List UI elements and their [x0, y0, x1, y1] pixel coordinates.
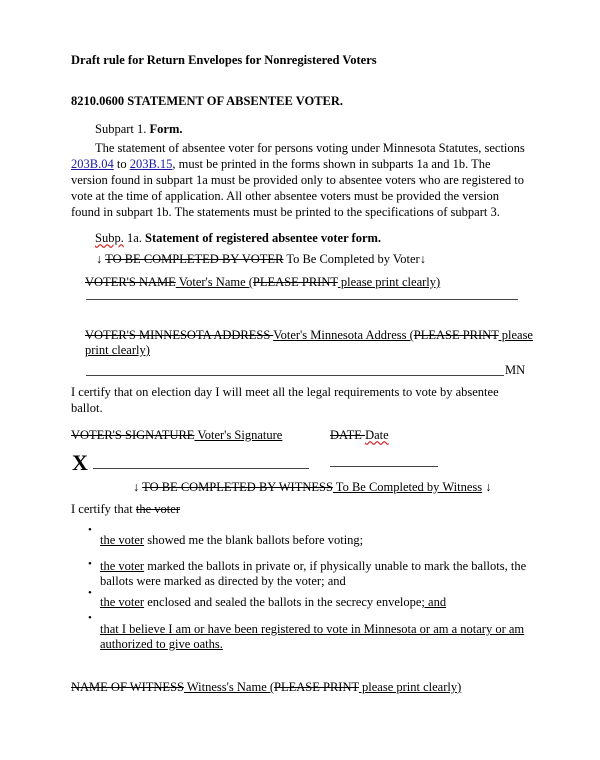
subpart-1a-title: Statement of registered absentee voter form. — [145, 231, 382, 245]
statute-link-203b04[interactable]: 203B.04 — [71, 157, 114, 171]
voter-certify-line-2: ballot. — [71, 401, 103, 415]
subpart-1-line-4: vote at the time of application. All other absentee voters must be provided the version — [71, 189, 500, 203]
subpart-1a-heading: Subp. 1a. Statement of registered absentee voter form. — [95, 231, 382, 245]
signature-x-mark: X — [72, 450, 88, 475]
subpart-1-heading — [95, 122, 183, 137]
witness-certify: I certify that the voter — [71, 502, 180, 516]
voter-banner-old: TO BE COMPLETED BY VOTER — [105, 252, 284, 266]
witness-item-1: the voter showed me the blank ballots before voting; — [100, 533, 364, 547]
subpart-1-label: Subpart 1. — [95, 122, 147, 136]
voter-signature-line[interactable] — [93, 468, 309, 469]
witness-banner — [133, 480, 491, 495]
witness-item-4-cont: authorized to give oaths. — [100, 637, 223, 651]
draft-title: Draft rule for Return Envelopes for Nonregistered Voters — [71, 53, 377, 67]
voter-address-label: VOTER'S MINNESOTA ADDRESS Voter's Minnesota Address (PLEASE PRINT please — [85, 328, 533, 342]
down-arrow-icon: ↓ — [96, 252, 103, 266]
date-label: DATE Date — [330, 428, 389, 442]
bullet-icon: • — [88, 587, 92, 599]
voter-signature-label: VOTER'S SIGNATURE Voter's Signature — [71, 428, 283, 442]
date-line[interactable] — [330, 466, 438, 467]
witness-item-2-cont: ballots were marked as directed by the voter; and — [100, 574, 346, 588]
subpart-1-line-1: The statement of absentee voter for persons voting under Minnesota Statutes, sections — [95, 141, 525, 155]
subpart-1-title: Form. — [149, 122, 183, 136]
subpart-1a-label: Subp. — [95, 231, 124, 245]
witness-item-3: the voter enclosed and sealed the ballots in the secrecy envelope; and — [100, 595, 447, 609]
subpart-1-line-5: found in subpart 1b. The statements must be printed to the specifications of subpart 3. — [71, 205, 500, 219]
bullet-icon: • — [88, 558, 92, 570]
witness-banner-new: To Be Completed by Witness — [332, 480, 483, 494]
subpart-1-line-2: 203B.04 to 203B.15, must be printed in the forms shown in subparts 1a and 1b. The — [71, 157, 491, 171]
down-arrow-icon: ↓ — [485, 480, 492, 494]
voter-banner-new: To Be Completed by Voter — [286, 252, 420, 266]
witness-item-2: the voter marked the ballots in private or, if physically unable to mark the ballots, the — [100, 559, 527, 573]
bullet-icon: • — [88, 524, 92, 536]
statute-link-203b15[interactable]: 203B.15 — [129, 157, 173, 171]
voter-address-line[interactable] — [86, 375, 504, 376]
witness-item-4: that I believe I am or have been registered to vote in Minnesota or am a notary or am — [100, 622, 525, 636]
voter-banner — [96, 252, 426, 267]
voter-name-line[interactable] — [86, 299, 518, 300]
voter-certify-line-1: I certify that on election day I will meet all the legal requirements to vote by absentee — [71, 385, 499, 399]
down-arrow-icon: ↓ — [419, 252, 426, 266]
voter-name-label: VOTER'S NAME Voter's Name (PLEASE PRINT please print clearly) — [85, 275, 441, 289]
witness-banner-old: TO BE COMPLETED BY WITNESS — [142, 480, 333, 494]
witness-name-label: NAME OF WITNESS Witness's Name (PLEASE PRINT please print clearly) — [71, 680, 462, 694]
mn-label: MN — [505, 363, 526, 377]
subpart-1-line-3: version found in subpart 1a must be provided only to absentee voters who are registered to — [71, 173, 525, 187]
voter-address-label-cont: print clearly) — [85, 343, 150, 357]
rule-heading: 8210.0600 STATEMENT OF ABSENTEE VOTER. — [71, 94, 344, 108]
bullet-icon: • — [88, 612, 92, 624]
down-arrow-icon: ↓ — [133, 480, 140, 494]
